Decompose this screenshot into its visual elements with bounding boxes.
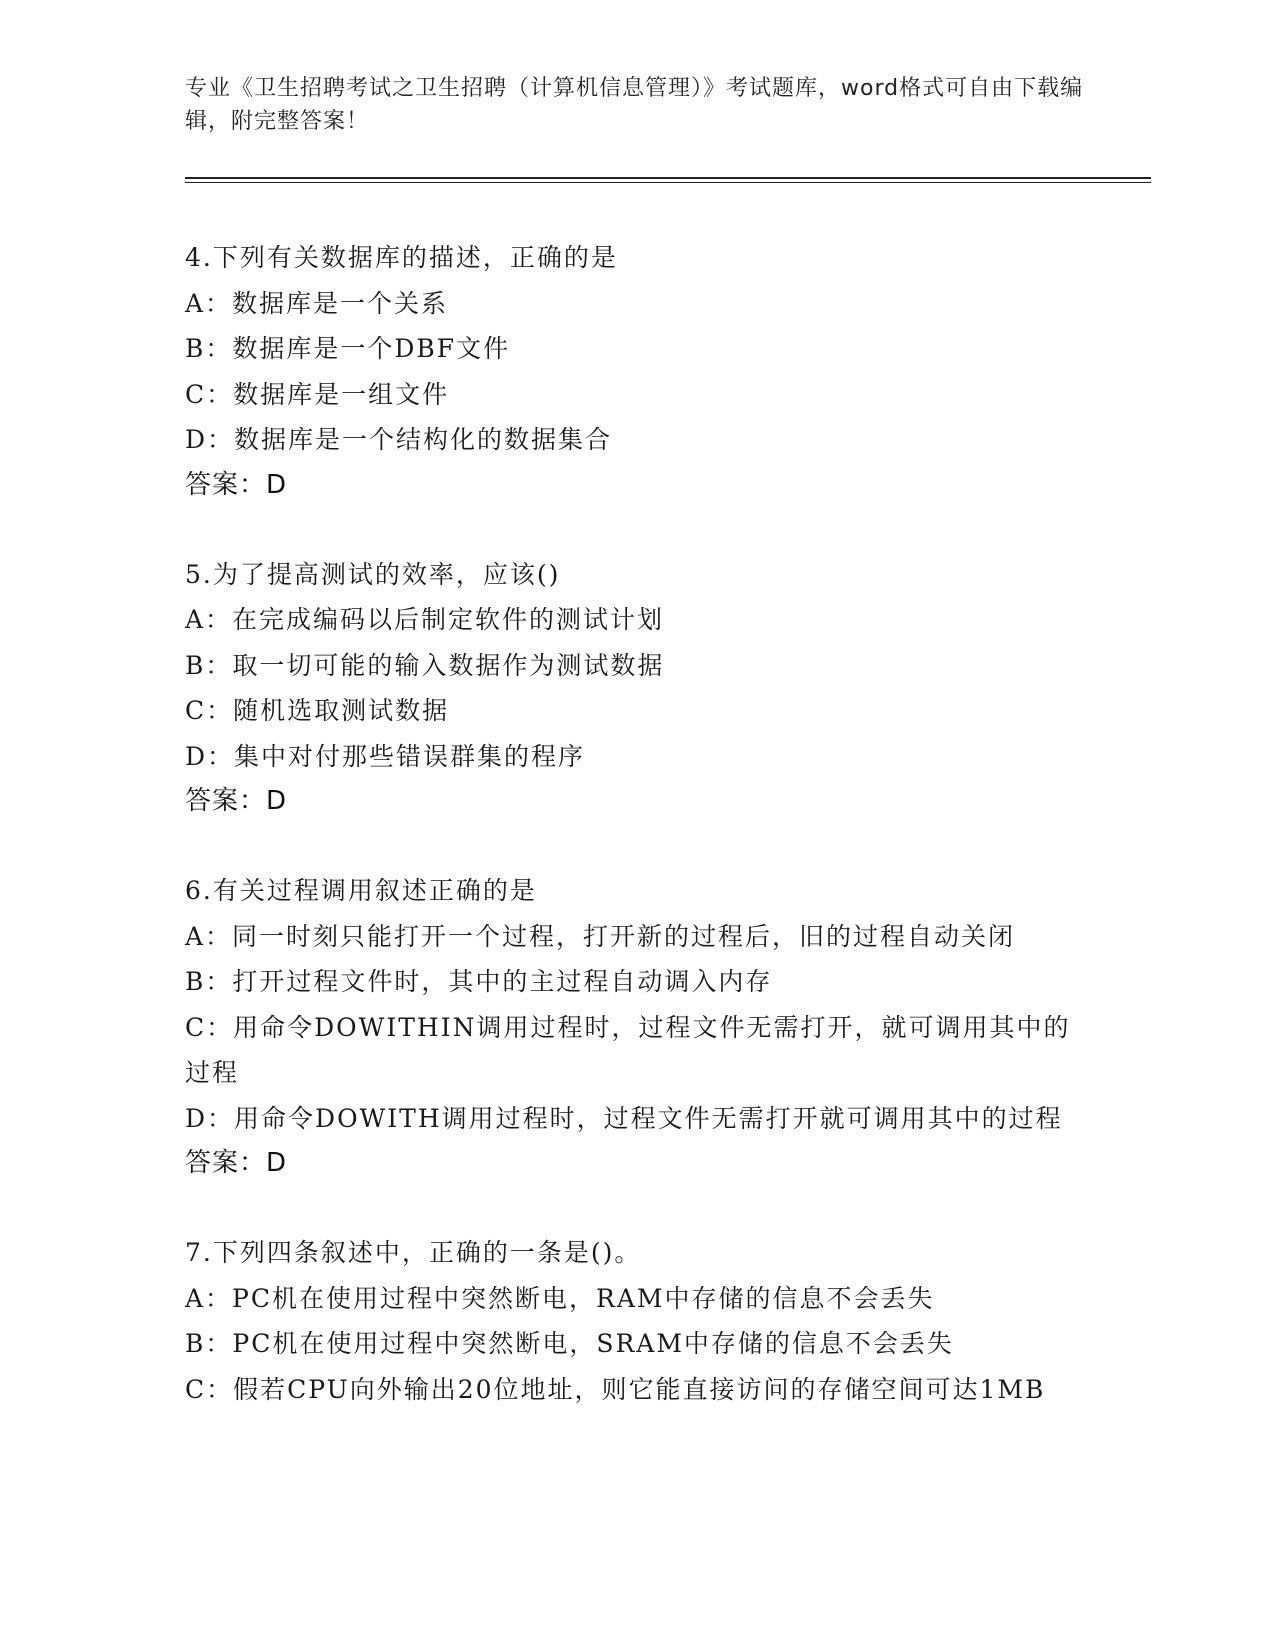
option-d: D：集中对付那些错误群集的程序	[185, 741, 586, 771]
option-a: A：在完成编码以后制定软件的测试计划	[185, 605, 665, 634]
question-stem: 6.有关过程调用叙述正确的是	[185, 876, 537, 905]
answer-text: 答案：D	[185, 469, 288, 500]
question-list	[185, 235, 1085, 1456]
question-7	[185, 1230, 1085, 1412]
option-b: B：取一切可能的输入数据作为测试数据	[185, 650, 665, 680]
option-c: C：数据库是一组文件	[185, 379, 450, 409]
option-a: A：数据库是一个关系	[185, 288, 449, 318]
option-b: B：PC机在使用过程中突然断电，SRAM中存储的信息不会丢失	[185, 1329, 954, 1358]
document-header: 专业《卫生招聘考试之卫生招聘（计算机信息管理）》考试题库，word格式可自由下载编辑，附完整答案！	[185, 76, 1084, 134]
option-c: C：用命令DOWITHIN调用过程时，过程文件无需打开，就可调用其中的过程	[185, 1012, 1071, 1087]
question-5	[185, 552, 1085, 825]
option-d: D：用命令DOWITH调用过程时，过程文件无需打开就可调用其中的过程	[185, 1103, 1063, 1133]
option-b: B：打开过程文件时，其中的主过程自动调入内存	[185, 967, 773, 996]
question-6	[185, 868, 1085, 1186]
option-d: D：数据库是一个结构化的数据集合	[185, 425, 613, 454]
question-4	[185, 235, 1085, 508]
answer-text: 答案：D	[185, 1148, 288, 1178]
option-a: A：PC机在使用过程中突然断电，RAM中存储的信息不会丢失	[185, 1283, 935, 1313]
header-divider-thick	[185, 177, 1151, 179]
answer-text: 答案：D	[185, 786, 288, 816]
option-b: B：数据库是一个DBF文件	[185, 334, 511, 363]
option-a: A：同一时刻只能打开一个过程，打开新的过程后，旧的过程自动关闭	[185, 921, 1016, 951]
question-stem: 7.下列四条叙述中，正确的一条是()。	[185, 1238, 642, 1267]
option-c: C：假若CPU向外输出20位地址，则它能直接访问的存储空间可达1MB	[185, 1374, 1046, 1404]
option-c: C：随机选取测试数据	[185, 696, 450, 725]
header-divider-thin	[185, 182, 1151, 183]
question-stem: 4.下列有关数据库的描述，正确的是	[185, 243, 618, 272]
question-stem: 5.为了提高测试的效率，应该()	[185, 559, 561, 589]
